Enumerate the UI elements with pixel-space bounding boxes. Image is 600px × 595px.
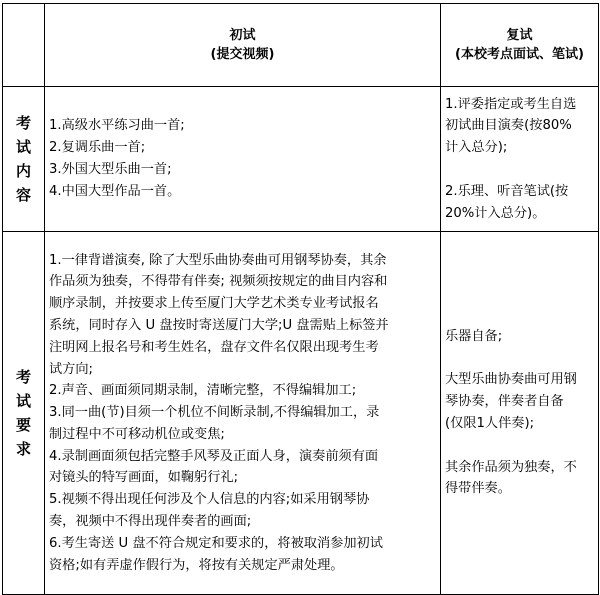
label-char: 试	[15, 138, 31, 156]
header-initial-cell	[45, 4, 441, 87]
text-line: 1.评委指定或考生自选	[445, 96, 577, 112]
list-item: 3.外国大型乐曲一首;	[49, 162, 172, 177]
text-line: 作品须为独奏，不得带有伴奏; 视频须按规定的曲目内容和	[49, 274, 388, 290]
text-line: 对镜头的特写画面，如鞠躬行礼;	[49, 470, 239, 486]
header-row	[3, 4, 599, 87]
text-line: 20%计入总分)。	[445, 205, 546, 221]
spacer	[445, 159, 594, 181]
header-retest-cell	[441, 4, 599, 87]
text-line: 奏，视频中不得出现伴奏者的画面;	[49, 514, 252, 530]
text-line: 得带伴奏。	[445, 481, 511, 497]
text-line: 5.视频不得出现任何涉及个人信息的内容;如采用钢琴协	[49, 492, 370, 508]
label-char: 考	[15, 368, 31, 386]
text-line: 制过程中不可移动机位或变焦;	[49, 426, 225, 442]
text-line: 1.一律背谱演奏, 除了大型乐曲协奏曲可用钢琴协奏，其余	[49, 252, 387, 268]
exam-table	[2, 3, 599, 595]
requirements-row-label	[3, 232, 45, 595]
text-line: 初试曲目演奏(按80%	[445, 118, 572, 134]
text-line: 乐器自备;	[445, 328, 503, 344]
text-line: 计入总分);	[445, 140, 508, 156]
spacer	[445, 348, 594, 370]
text-line: 琴协奏，伴奏者自备	[445, 394, 564, 410]
text-line: 4.录制画面须包括完整手风琴及正面人身，演奏前须有面	[49, 448, 379, 464]
requirements-initial-cell	[45, 232, 441, 595]
requirements-row	[3, 232, 599, 595]
label-char: 要	[15, 416, 31, 434]
label-char: 容	[15, 186, 31, 204]
list-item: 1.高级水平练习曲一首;	[49, 118, 185, 134]
header-retest-subtitle: (本校考点面试、笔试)	[455, 47, 584, 62]
text-line: 其余作品须为独奏，不	[445, 459, 577, 475]
content-row-label	[3, 87, 45, 232]
label-char: 试	[15, 392, 31, 410]
header-initial-subtitle: (提交视频)	[210, 47, 275, 62]
text-line: 系统，同时存入 U 盘按时寄送厦门大学;U 盘需贴上标签并	[49, 317, 389, 333]
header-initial-title: 初试	[229, 28, 256, 43]
text-line: 2.乐理、听音笔试(按	[445, 183, 569, 199]
content-retest-cell	[441, 87, 599, 232]
text-line: 3.同一曲(节)目须一个机位不间断录制,不得编辑加工，录	[49, 405, 380, 421]
spacer	[445, 435, 594, 457]
content-row	[3, 87, 599, 232]
text-line: 资格;如有弄虚作假行为，将按有关规定严肃处理。	[49, 557, 344, 573]
header-corner-cell	[3, 4, 45, 87]
text-line: 顺序录制，并按要求上传至厦门大学艺术类专业考试报名	[49, 296, 379, 312]
text-line: 试方向;	[49, 361, 94, 377]
label-char: 考	[15, 114, 31, 132]
label-char: 内	[15, 162, 31, 180]
text-line: (仅限1人伴奏);	[445, 416, 535, 431]
header-retest-title: 复试	[506, 28, 533, 43]
text-line: 6.考生寄送 U 盘不符合规定和要求的，将被取消参加初试	[49, 535, 383, 551]
list-item: 4.中国大型作品一首。	[49, 183, 181, 199]
text-line: 注明网上报名号和考生姓名，盘存文件名仅限出现考生考	[49, 339, 379, 355]
text-line: 2.声音、画面须同期录制，清晰完整，不得编辑加工;	[49, 383, 357, 399]
list-item: 2.复调乐曲一首;	[49, 140, 146, 156]
label-char: 求	[15, 440, 31, 458]
text-line: 大型乐曲协奏曲可用钢	[445, 372, 577, 388]
requirements-retest-cell	[441, 232, 599, 595]
content-initial-cell	[45, 87, 441, 232]
